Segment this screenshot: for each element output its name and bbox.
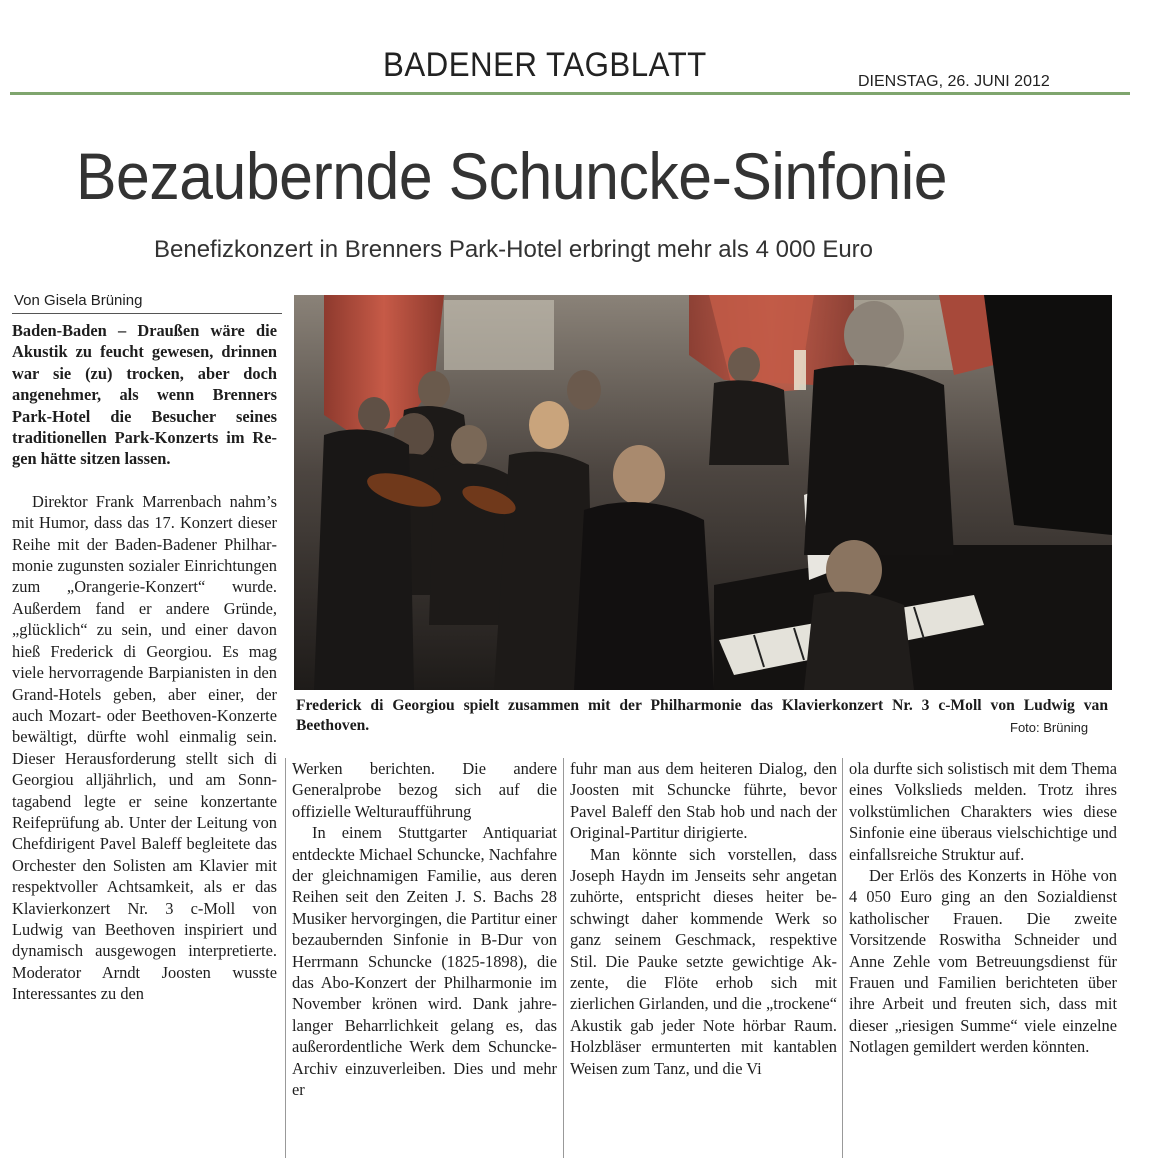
body-paragraph: Man könnte sich vorstellen, dass Joseph Haydn im Jenseits sehr angetan zuhörte, entspricht dieses heiter beschwingt daher kommende Werk so ganz seinem Geschmack, respektive Stil. Die Pauke setzte gewichtige Akzente, die Flöte erhob sich mit zierlichen Girlanden, und die „trockene“ Akustik gab jeder Note hörbar Raum. Holzbläser ermunterten mit kantablen Weisen zum Tanz, und die Vi <box>570 844 837 1078</box>
body-paragraph: Werken berichten. Die andere Generalprobe bezog sich auf die offizielle Welturaufführung <box>292 759 557 821</box>
masthead <box>0 40 1171 100</box>
byline-rule <box>12 313 282 314</box>
article-column-3 <box>570 758 837 1079</box>
column-rule <box>285 758 286 1158</box>
masthead-rule <box>10 92 1130 95</box>
article-column-1 <box>12 320 277 1005</box>
article-column-2 <box>292 758 557 1101</box>
photo-credit: Foto: Brüning <box>1010 720 1089 735</box>
concert-photo-image <box>294 295 1112 690</box>
column-rule <box>842 758 843 1158</box>
column-rule <box>563 758 564 1158</box>
article-column-4 <box>849 758 1117 1058</box>
newspaper-name: BADENER TAGBLATT <box>383 46 707 84</box>
photo-caption: Frederick di Georgiou spielt zusammen mit der Philharmonie das Klavierkonzert Nr. 3 c-Moll von Ludwig van Beethoven. <box>296 697 1108 734</box>
body-paragraph: Direktor Frank Marrenbach nahm’s mit Humor, dass das 17. Konzert dieser Reihe mit der Baden-Badener Philharmonie zugunsten sozialer Einrichtungen zum „Orangerie-Konzert“ wurde. Außerdem fand er andere Gründe, „glücklich“ zu sein, und einer davon hieß Frederick di Georgiou. Es mag viele hervorragende Barpianisten in den Grand-Hotels geben, aber einer, der auch Mozart- oder Beethoven-Konzerte bewältigt, dürfte wohl einmalig sein. Dieser Herausforderung stellt sich di Georgiou alljährlich, und am Sonntagabend legte er seine konzertante Reifeprüfung ab. Unter der Leitung von Chefdirigent Pavel Baleff begleitete das Orchester den Solisten am Klavier mit respektvoller Achtsamkeit, als er das Klavierkonzert Nr. 3 c-Moll von Ludwig van Beethoven inspiriert und dynamisch ausgewogen interpretierte. Moderator Arndt Joosten wusste Interessantes zu den <box>12 491 277 1004</box>
concert-photo <box>294 295 1112 690</box>
subheadline: Benefizkonzert in Brenners Park-Hotel erbringt mehr als 4 000 Euro <box>154 236 874 263</box>
issue-date: DIENSTAG, 26. JUNI 2012 <box>858 73 1050 90</box>
body-paragraph: ola durfte sich solistisch mit dem Thema eines Volkslieds melden. Trotz ihres volkstümlichen Charakters wies diese Sinfonie eine überaus vielschichtige und einfallsreiche Struktur auf. <box>849 759 1117 864</box>
lead-paragraph: Baden-Baden – Draußen wäre die Akustik zu feucht gewesen, drinnen war sie (zu) trocken, aber doch angenehmer, als wenn Brenners Park-Hotel die Besucher seines traditionellen Park-Konzerts im Regen hätte sitzen lassen. <box>12 321 277 469</box>
headline: Bezaubernde Schuncke-Sinfonie <box>76 139 948 213</box>
byline: Von Gisela Brüning <box>14 292 143 309</box>
body-paragraph: Der Erlös des Konzerts in Höhe von 4 050 Euro ging an den Sozialdienst katholischer Frauen. Die zweite Vorsitzende Roswitha Schneider und Anne Zehle vom Betreuungsdienst für Frauen und Familien berichteten über ihre Arbeit und freuten sich, dass mit dieser „riesigen Summe“ viele einzelne Notlagen gemildert werden könnten. <box>849 866 1117 1057</box>
body-paragraph: fuhr man aus dem heiteren Dialog, den Joosten mit Schuncke führte, bevor Pavel Baleff den Stab hob und nach der Original-Partitur dirigierte. <box>570 759 837 843</box>
body-paragraph: In einem Stuttgarter Antiquariat entdeckte Michael Schuncke, Nachfahre der gleichnamigen Familie, aus deren Reihen seit den Zeiten J. S. Bachs 28 Musiker hervorgingen, die Partitur einer bezaubernden Sinfonie in B-Dur von Herrmann Schuncke (1825-1898), die das Abo-Konzert der Philharmonie im November krönen wird. Dank jahrelanger Beharrlichkeit gelang es, das außerordentliche Werk dem Schuncke-Archiv einzuverleiben. Dies und mehr er <box>292 823 557 1100</box>
